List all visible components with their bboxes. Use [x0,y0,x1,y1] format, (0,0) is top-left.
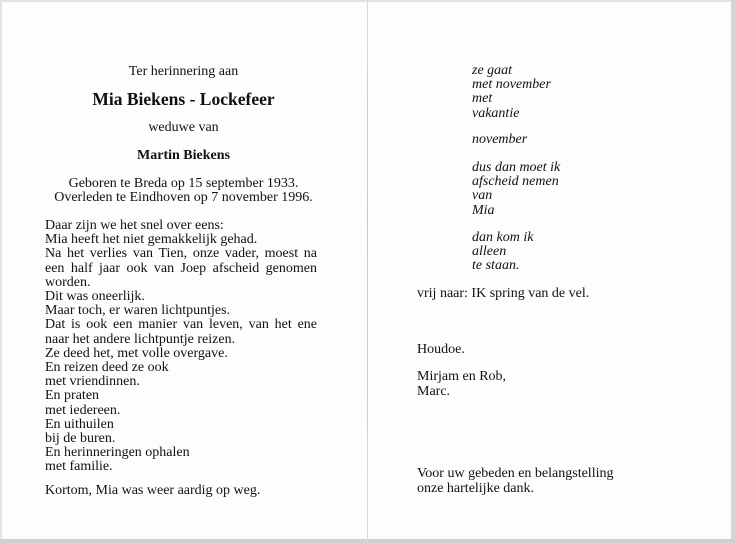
memorial-line: bij de buren. [45,431,116,447]
memorial-line: met familie. [45,459,113,475]
memorial-text [45,219,317,475]
verse-line: november [472,132,528,147]
husband-name: Martin Biekens [137,148,230,163]
birth-line: Geboren te Breda op 15 september 1933. [68,176,299,191]
death-line: Overleden te Eindhoven op 7 november 1996. [54,190,313,205]
signatory-line: Marc. [417,383,451,399]
verse-line: dus dan moet ik [472,160,561,175]
verse-line: ze gaat [472,63,513,78]
thanks-line: Voor uw gebeden en belangstelling [417,466,614,481]
thanks-text [417,467,613,496]
verse-stanza-1 [472,64,672,121]
right-page [368,0,735,543]
widow-of-text: weduwe van [148,120,219,135]
memorial-line: Daar zijn we het snel over eens: [45,218,224,233]
memorial-line: Na het verlies van Tien, onze vader, moest na een half jaar ook van Joep afscheid genomen worden. [45,246,317,290]
memorial-line: Dat is ook een manier van leven, van het ene naar het andere lichtpuntje reizen. [45,317,317,347]
memorial-line: Ze deed het, met volle overgave. [45,345,228,361]
verse-line: afscheid nemen [472,174,559,190]
farewell-text: Houdoe. [417,342,465,357]
memorial-line: met vriendinnen. [45,374,140,390]
poem-credit: vrij naar: IK spring van de vel. [417,286,590,301]
intro-text: Ter herinnering aan [128,64,239,79]
closing-line: Kortom, Mia was weer aardig op weg. [45,483,261,498]
verse-stanza-4 [472,231,672,274]
verse-stanza-3 [472,161,672,218]
verse-line: te staan. [472,258,520,274]
memorial-line: En herinneringen ophalen [45,445,190,461]
verse-line: vakantie [472,105,520,121]
memorial-line: met iedereen. [45,402,121,418]
verse-line: dan kom ik [472,230,534,245]
memorial-line: En praten [45,388,100,404]
memorial-line: Maar toch, er waren lichtpuntjes. [45,303,231,319]
memorial-line: Mia heeft het niet gemakkelijk gehad. [45,232,258,248]
deceased-name: Mia Biekens - Lockefeer [92,89,275,109]
verse-line: alleen [472,244,507,260]
signatory-line: Mirjam en Rob, [417,369,507,384]
verse-line: Mia [472,202,495,218]
verse-stanza-2 [472,133,672,147]
memorial-line: En uithuilen [45,416,114,432]
thanks-line: onze hartelijke dank. [417,480,535,496]
left-page [0,0,367,543]
signatories [417,370,506,399]
verse-line: met november [472,77,551,93]
verse-line: met [472,91,493,107]
verse-line: van [472,188,493,204]
memorial-line: En reizen deed ze ook [45,360,169,376]
memorial-line: Dit was oneerlijk. [45,289,145,305]
